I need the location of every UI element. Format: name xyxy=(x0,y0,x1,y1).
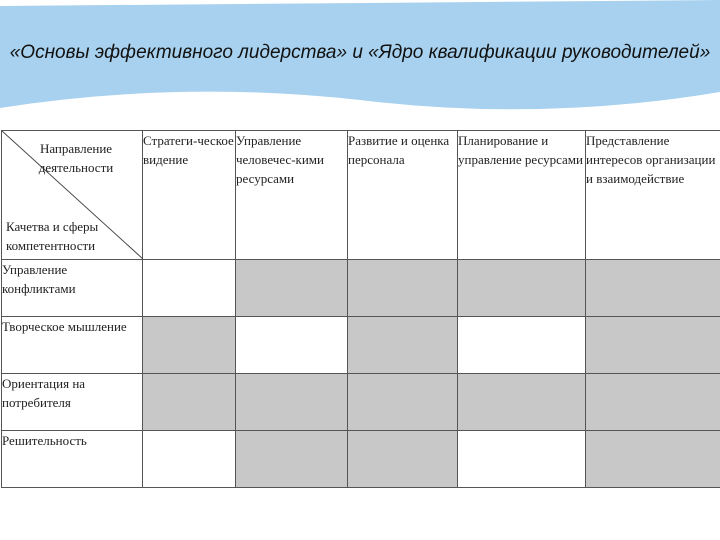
matrix-cell xyxy=(143,260,236,317)
matrix-cell xyxy=(143,317,236,374)
table-row xyxy=(2,374,720,431)
matrix-cell xyxy=(236,260,348,317)
corner-header-cell xyxy=(2,131,143,260)
matrix-cell xyxy=(458,374,586,431)
page-title: «Основы эффективного лидерства» и «Ядро квалификации руководителей» xyxy=(9,42,711,63)
row-label: Решительность xyxy=(2,431,143,488)
matrix-cell xyxy=(586,317,720,374)
column-header: Управление человечес-кими ресурсами xyxy=(236,131,348,260)
competency-matrix xyxy=(1,130,720,488)
row-label: Ориентация на потребителя xyxy=(2,374,143,431)
column-header: Развитие и оценка персонала xyxy=(348,131,458,260)
matrix-cell xyxy=(458,431,586,488)
matrix-cell xyxy=(348,317,458,374)
matrix-cell xyxy=(586,260,720,317)
matrix-cell xyxy=(586,431,720,488)
column-header: Представление интересов организации и взаимодействие xyxy=(586,131,720,260)
matrix-cell xyxy=(586,374,720,431)
corner-top-label: Направление деятельности xyxy=(38,141,114,175)
matrix-cell xyxy=(348,431,458,488)
matrix-cell xyxy=(143,374,236,431)
table-row xyxy=(2,260,720,317)
matrix-cell xyxy=(143,431,236,488)
row-label: Управление конфликтами xyxy=(2,260,143,317)
matrix-cell xyxy=(458,317,586,374)
matrix-cell xyxy=(236,317,348,374)
table-row xyxy=(2,431,720,488)
column-header: Планирование и управление ресурсами xyxy=(458,131,586,260)
table-row xyxy=(2,317,720,374)
matrix-cell xyxy=(458,260,586,317)
corner-bottom-label: Качетва и сферы компетентности xyxy=(6,219,99,253)
row-label: Творческое мышление xyxy=(2,317,143,374)
matrix-cell xyxy=(236,431,348,488)
matrix-cell xyxy=(348,374,458,431)
title-banner xyxy=(0,0,720,118)
column-header: Стратеги-ческое видение xyxy=(143,131,236,260)
matrix-cell xyxy=(236,374,348,431)
matrix-cell xyxy=(348,260,458,317)
